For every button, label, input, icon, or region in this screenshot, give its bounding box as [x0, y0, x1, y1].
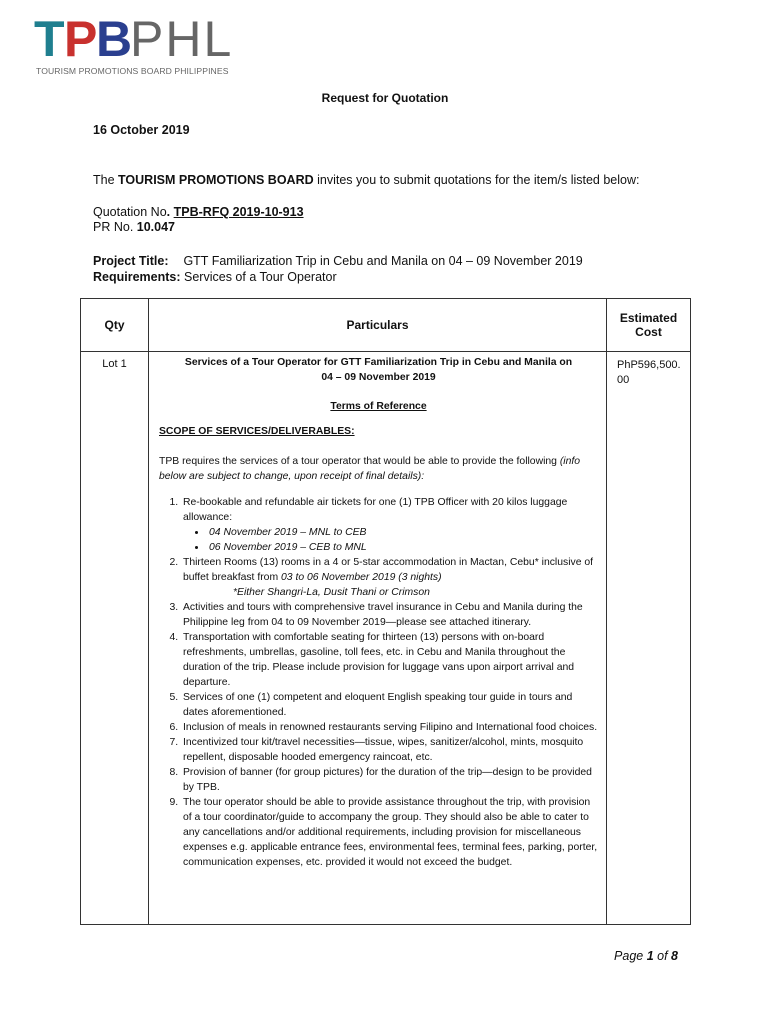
logo-letter-t: T — [34, 11, 65, 67]
header-qty: Qty — [81, 299, 149, 352]
quotation-line — [93, 204, 304, 220]
flight-list — [183, 525, 598, 555]
total-pages: 8 — [671, 949, 678, 963]
list-item: 3. Activities and tours with comprehensive travel insurance in Cebu and Manila during the Philippine leg from 04 to 09 November 2019—please see attached itinerary. — [181, 600, 598, 630]
document-date: 16 October 2019 — [93, 123, 190, 137]
table-header-row — [81, 299, 691, 352]
terms-of-reference: Terms of Reference — [330, 401, 427, 412]
item-1-text: Re-bookable and refundable air tickets for one (1) TPB Officer with 20 kilos luggage allowance: — [183, 497, 568, 523]
requirements-value: Services of a Tour Operator — [184, 270, 337, 284]
logo-letter-p: P — [64, 11, 98, 67]
cell-qty: Lot 1 — [81, 352, 149, 925]
item-2-dates: 03 to 06 November 2019 (3 nights) — [281, 572, 442, 583]
list-item — [181, 555, 598, 600]
lot-heading-line2: 04 – 09 November 2019 — [321, 372, 436, 383]
project-line — [93, 253, 583, 269]
lot-heading — [159, 355, 598, 385]
list-item: 5. Services of one (1) competent and eloquent English speaking tour guide in tours and dates aforementioned. — [181, 690, 598, 720]
pr-line — [93, 219, 175, 235]
logo-suffix: PHL — [130, 11, 234, 67]
page-number — [614, 948, 678, 964]
invite-prefix: The — [93, 173, 119, 187]
cell-particulars — [149, 352, 607, 925]
cell-cost — [607, 352, 691, 925]
list-item: 8. Provision of banner (for group pictures) for the duration of the trip—design to be provided by TPB. — [181, 765, 598, 795]
quotation-number: TPB-RFQ 2019-10-913 — [173, 205, 304, 219]
list-item — [181, 495, 598, 555]
invite-suffix: invites you to submit quotations for the item/s listed below: — [313, 173, 640, 187]
requirements-line — [93, 269, 337, 285]
list-item: 4. Transportation with comfortable seating for thirteen (13) persons with on-board refreshments, umbrellas, gasoline, toll fees, etc. in Cebu and Manila throughout the duration of the trip. Please include provision for luggage vans upon airport arrival and departure. — [181, 630, 598, 690]
current-page: 1 — [646, 949, 654, 963]
flight-item: • 04 November 2019 – MNL to CEB — [207, 525, 598, 540]
pr-label: PR No. — [93, 220, 137, 234]
list-item: 9. The tour operator should be able to provide assistance throughout the trip, with provision of a tour coordinator/guide to accompany the group. They should also be able to cater to any cancellations and/or additional requirements, including provision for miscellaneous expenses e.g. applicable entrance fees, environmental fees, terminal fees, parking, porter, communication expenses, etc. provided it would not exceed the budget. — [181, 795, 598, 870]
pr-number: 10.047 — [136, 220, 175, 234]
quotation-label: Quotation No — [93, 205, 167, 219]
logo-letter-b: B — [96, 11, 133, 67]
project-value: GTT Familiarization Trip in Cebu and Manila on 04 – 09 November 2019 — [183, 254, 583, 268]
of-word: of — [653, 949, 672, 963]
item-2-note: *Either Shangri-La, Dusit Thani or Crimson — [233, 587, 430, 598]
tpb-logo — [34, 11, 264, 78]
header-cost: Estimated Cost — [607, 299, 691, 352]
item-2-text: Thirteen Rooms (13) rooms in a 4 or 5-star accommodation in Mactan, Cebu* inclusive of buffet breakfast from — [183, 557, 594, 583]
requirements-label: Requirements: — [93, 270, 181, 284]
deliverables-list — [159, 495, 598, 870]
lot-heading-line1: Services of a Tour Operator for GTT Familiarization Trip in Cebu and Manila on — [184, 357, 573, 368]
document-title: Request for Quotation — [321, 91, 449, 105]
flight-item: • 06 November 2019 – CEB to MNL — [207, 540, 598, 555]
invitation-line — [93, 172, 639, 188]
quotation-sep: . — [166, 205, 174, 219]
logo-subtitle: TOURISM PROMOTIONS BOARD PHILIPPINES — [36, 66, 229, 76]
scope-intro — [159, 454, 598, 484]
invite-org: TOURISM PROMOTIONS BOARD — [118, 173, 314, 187]
page-word: Page — [614, 949, 647, 963]
project-label: Project Title: — [93, 254, 169, 268]
scope-intro-text: TPB requires the services of a tour operator that would be able to provide the following — [159, 456, 560, 467]
scope-intro-note: (info below are subject to change, upon receipt of final details): — [159, 456, 581, 482]
scope-heading: SCOPE OF SERVICES/DELIVERABLES: — [159, 426, 355, 437]
quotation-table — [80, 298, 691, 925]
list-item: 7. Incentivized tour kit/travel necessities—tissue, wipes, sanitizer/alcohol, mints, mosquito repellent, disposable hooded emergency raincoat, etc. — [181, 735, 598, 765]
list-item: 6. Inclusion of meals in renowned restaurants serving Filipino and International food choices. — [181, 720, 598, 735]
table-row — [81, 352, 691, 925]
estimated-cost-value: PhP596,500.00 — [617, 359, 681, 386]
header-particulars: Particulars — [149, 299, 607, 352]
